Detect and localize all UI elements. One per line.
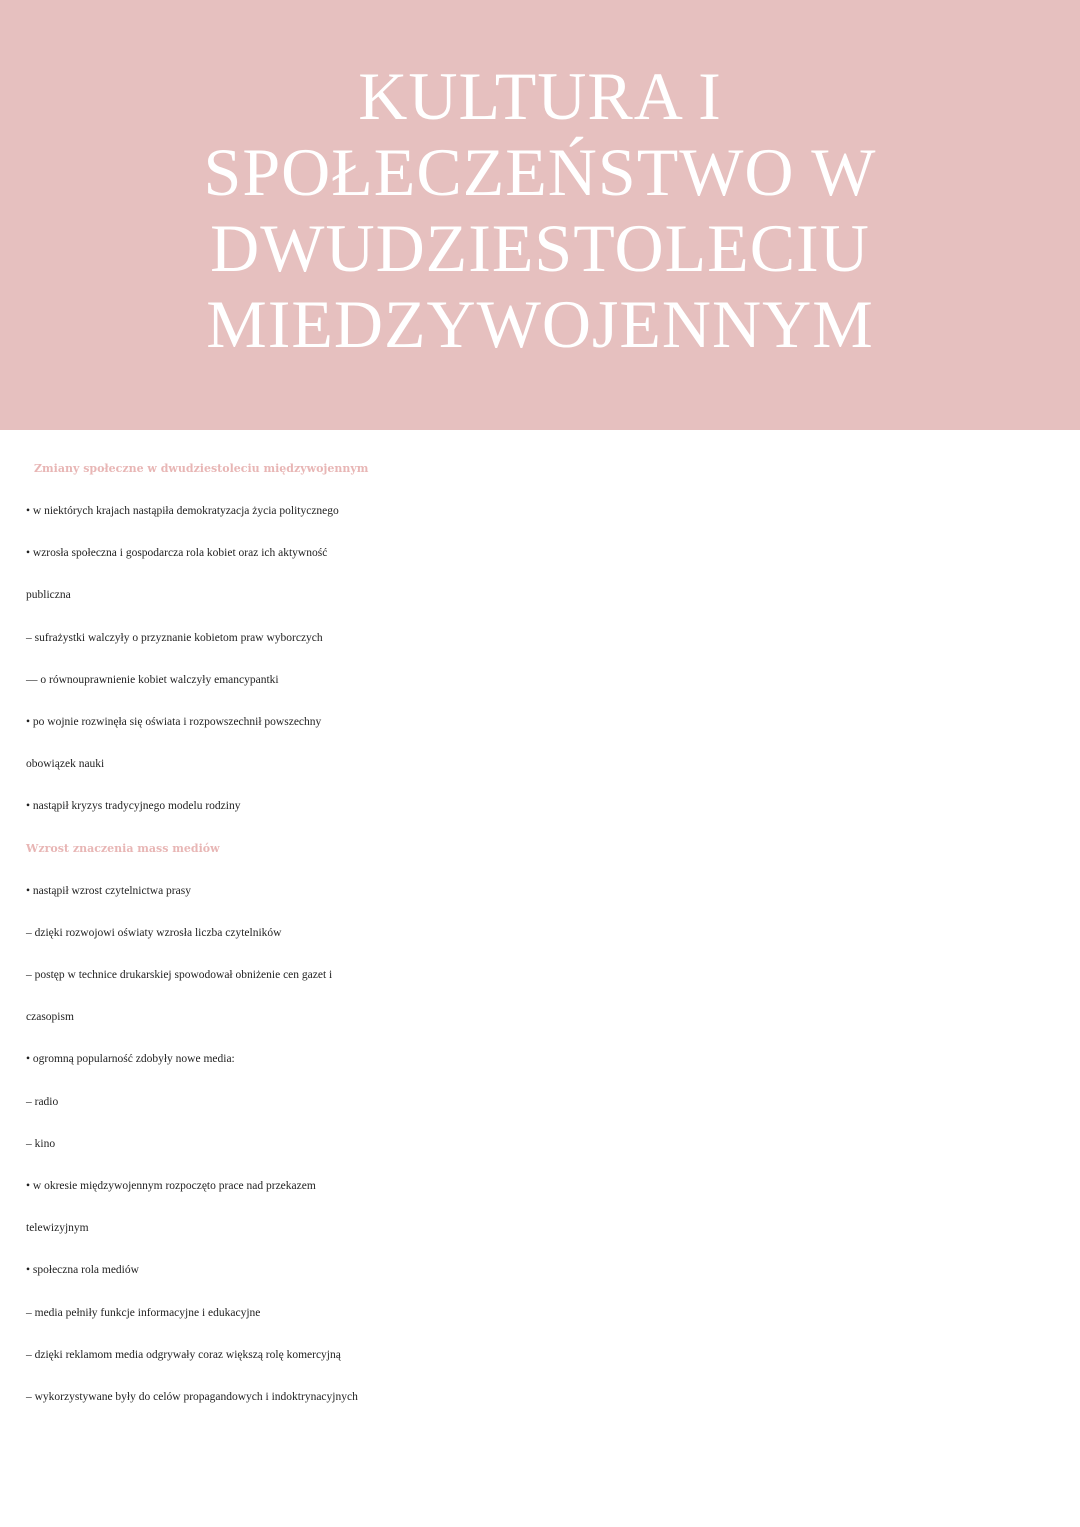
title-line: SPOŁECZEŃSTWO W bbox=[203, 134, 877, 210]
bullet-line: – postęp w technice drukarskiej spowodował obniżenie cen gazet i bbox=[26, 969, 333, 982]
bullet-line: • nastąpił wzrost czytelnictwa prasy bbox=[26, 884, 191, 897]
bullet-line: • społeczna rola mediów bbox=[26, 1264, 139, 1277]
title-line: KULTURA I bbox=[358, 58, 722, 134]
bullet-line: – media pełniły funkcje informacyjne i edukacyjne bbox=[26, 1306, 261, 1319]
bullet-line: publiczna bbox=[26, 589, 71, 602]
notes-body bbox=[26, 448, 1066, 1418]
bullet-line: – wykorzystywane były do celów propagandowych i indoktrynacyjnych bbox=[26, 1391, 358, 1404]
bullet-line: obowiązek nauki bbox=[26, 758, 105, 771]
bullet-line: — o równouprawnienie kobiet walczyły emancypantki bbox=[26, 673, 279, 686]
section-heading-social-changes: Zmiany społeczne w dwudziestoleciu międzywojennym bbox=[34, 462, 369, 475]
title-line: DWUDZIESTOLECIU bbox=[210, 210, 870, 286]
bullet-line: • w okresie międzywojennym rozpoczęto prace nad przekazem bbox=[26, 1180, 316, 1193]
title-banner bbox=[0, 0, 1080, 430]
page-title bbox=[0, 58, 1080, 362]
bullet-line: • w niektórych krajach nastąpiła demokratyzacja życia politycznego bbox=[26, 505, 339, 517]
bullet-line: telewizyjnym bbox=[26, 1222, 89, 1235]
bullet-line: • nastąpił kryzys tradycyjnego modelu rodziny bbox=[26, 800, 241, 813]
bullet-line: – dzięki reklamom media odgrywały coraz większą rolę komercyjną bbox=[26, 1348, 341, 1361]
bullet-line: • wzrosła społeczna i gospodarcza rola kobiet oraz ich aktywność bbox=[26, 547, 328, 560]
bullet-line: • po wojnie rozwinęła się oświata i rozpowszechnił powszechny bbox=[26, 716, 322, 729]
title-line: MIEDZYWOJENNYM bbox=[206, 286, 874, 362]
section-heading-mass-media: Wzrost znaczenia mass mediów bbox=[26, 841, 220, 855]
bullet-line: – sufrażystki walczyły o przyznanie kobietom praw wyborczych bbox=[26, 631, 323, 644]
bullet-line: – radio bbox=[26, 1095, 59, 1108]
bullet-line: – kino bbox=[26, 1137, 56, 1150]
bullet-line: – dzięki rozwojowi oświaty wzrosła liczba czytelników bbox=[26, 926, 282, 939]
bullet-line: czasopism bbox=[26, 1011, 74, 1024]
bullet-line: • ogromną popularność zdobyły nowe media: bbox=[26, 1053, 235, 1066]
